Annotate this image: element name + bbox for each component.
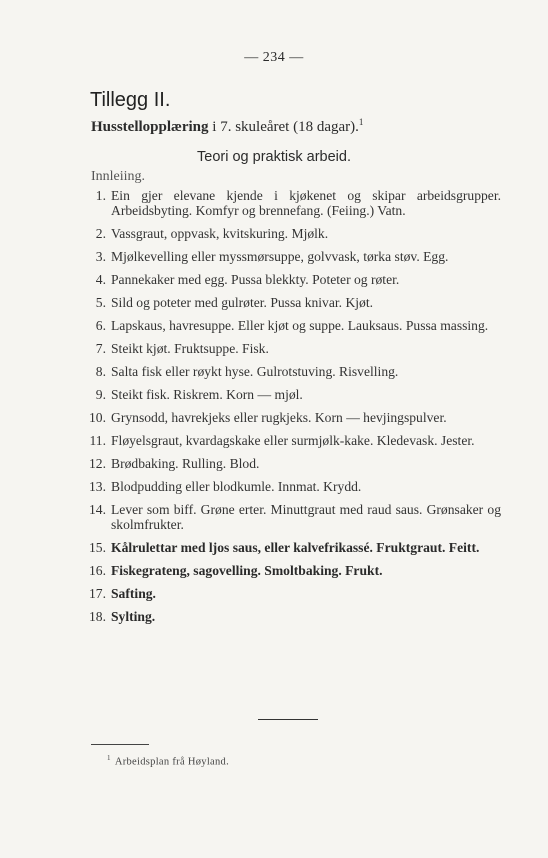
list-item [0,586,548,601]
item-number: 16. [89,563,106,578]
item-text: Ein gjer elevane kjende i kjøkenet og skipar arbeidsgrupper. Arbeidsbyting. Komfyr og brennefang. (Feiing.) Vatn. [111,188,501,218]
item-text: Steikt fisk. Riskrem. Korn — mjøl. [111,387,303,402]
end-rule [258,719,318,720]
subtitle-regular: i 7. skuleåret (18 dagar). [208,119,359,135]
section-heading: Teori og praktisk arbeid. [197,149,351,165]
page-number: — 234 — [244,50,304,65]
item-text: Lapskaus, havresuppe. Eller kjøt og suppe. Lauksaus. Pussa massing. [111,318,489,333]
lesson-list [0,188,548,632]
list-item [0,609,548,624]
item-text: Steikt kjøt. Fruktsuppe. Fisk. [111,341,269,356]
item-text: Safting. [111,586,156,601]
appendix-title: Tillegg II. [90,89,171,111]
list-item [0,502,548,532]
item-number: 10. [89,410,106,425]
list-item [0,364,548,379]
item-text: Mjølkevelling eller myssmørsuppe, golvvask, tørka støv. Egg. [111,249,449,264]
list-item [0,188,548,218]
footnote-ref: 1 [358,117,364,127]
list-item [0,563,548,578]
item-text: Brødbaking. Rulling. Blod. [111,456,260,471]
item-number: 3. [95,249,106,264]
item-number: 14. [89,502,106,517]
list-item [0,272,548,287]
list-item [0,318,548,333]
item-text: Lever som biff. Grøne erter. Minuttgraut med raud saus. Grønsaker og skolmfrukter. [111,502,501,532]
list-item [0,341,548,356]
list-item [0,456,548,471]
item-text: Vassgraut, oppvask, kvitskuring. Mjølk. [111,226,329,241]
item-number: 7. [95,341,106,356]
item-number: 17. [89,586,106,601]
list-item [0,410,548,425]
list-item [0,387,548,402]
item-text: Grynsodd, havrekjeks eller rugkjeks. Korn — hevjingspulver. [111,410,447,425]
item-text: Kålrulettar med ljos saus, eller kalvefrikassé. Fruktgraut. Feitt. [111,540,480,555]
footnote [107,754,229,768]
item-number: 1. [95,188,106,203]
footnote-rule [91,744,149,745]
item-text: Salta fisk eller røykt hyse. Gulrotstuving. Risvelling. [111,364,399,379]
item-number: 9. [95,387,106,402]
item-number: 18. [89,609,106,624]
item-text: Fiskegrateng, sagovelling. Smoltbaking. Frukt. [111,563,383,578]
item-text: Pannekaker med egg. Pussa blekkty. Poteter og røter. [111,272,400,287]
item-number: 8. [95,364,106,379]
item-number: 15. [89,540,106,555]
list-item [0,226,548,241]
intro-label: Innleiing. [91,169,146,184]
list-item [0,433,548,448]
item-number: 12. [89,456,106,471]
item-text: Blodpudding eller blodkumle. Innmat. Krydd. [111,479,362,494]
item-number: 4. [95,272,106,287]
item-text: Fløyelsgraut, kvardagskake eller surmjølk-kake. Kledevask. Jester. [111,433,475,448]
item-number: 2. [95,226,106,241]
item-number: 11. [89,433,106,448]
item-text: Sylting. [111,609,156,624]
list-item [0,249,548,264]
item-number: 13. [89,479,106,494]
item-text: Sild og poteter med gulrøter. Pussa knivar. Kjøt. [111,295,374,310]
list-item [0,295,548,310]
item-number: 6. [95,318,106,333]
subtitle [91,117,363,136]
item-number: 5. [95,295,106,310]
footnote-marker: 1 [107,754,111,762]
list-item [0,479,548,494]
footnote-text: Arbeidsplan frå Høyland. [114,756,230,768]
list-item [0,540,548,555]
subtitle-bold: Husstellopplæring [91,119,209,135]
